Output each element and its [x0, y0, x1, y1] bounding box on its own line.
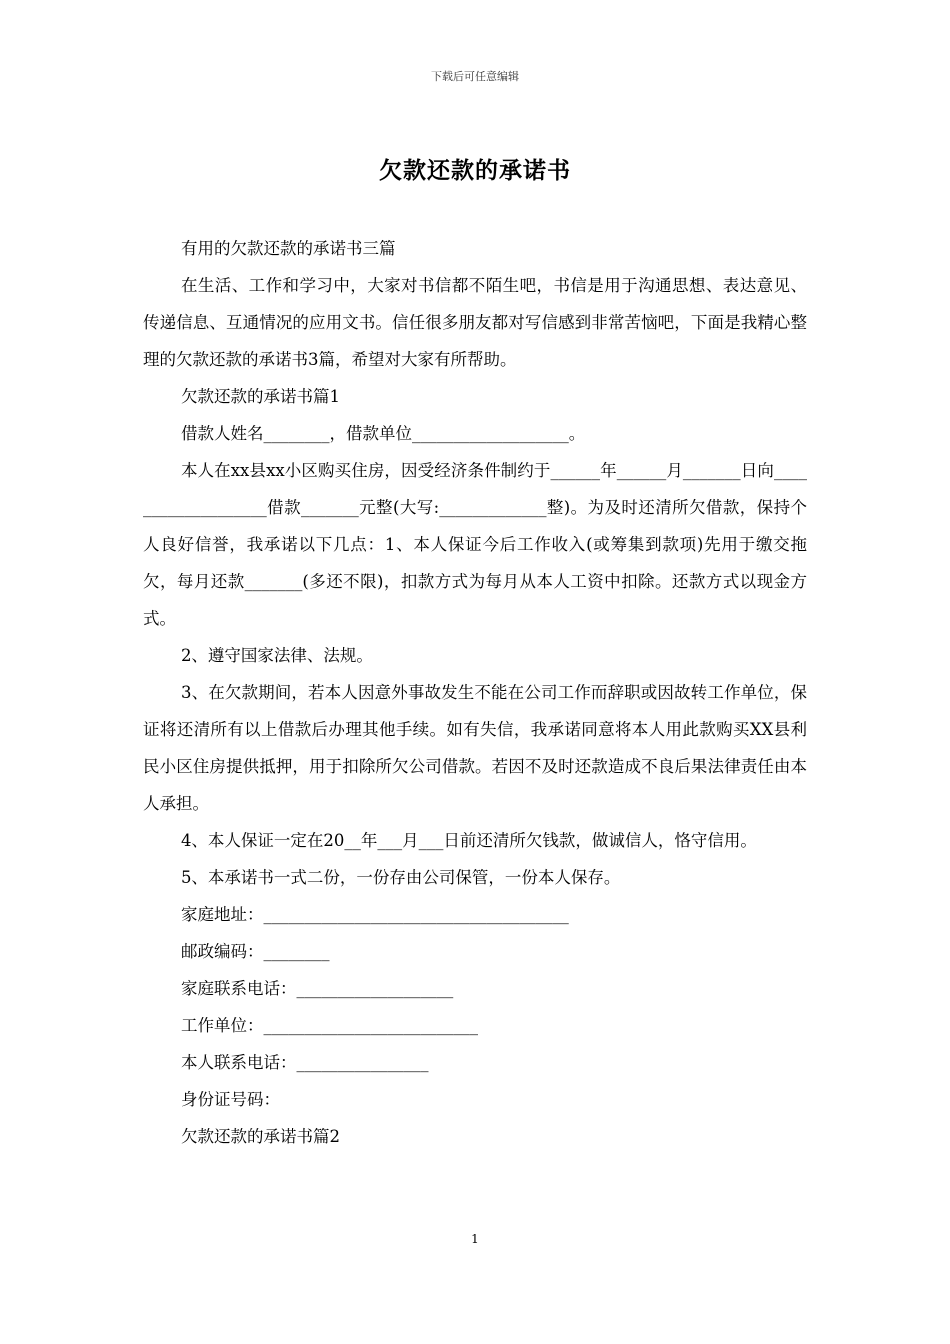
- section-heading-2: 欠款还款的承诺书篇2: [180, 1127, 340, 1146]
- home-phone-field: 家庭联系电话：___________________: [180, 979, 454, 998]
- subtitle-paragraph: 有用的欠款还款的承诺书三篇: [180, 239, 396, 258]
- loan-details-paragraph: 本人在xx县xx小区购买住房，因受经济条件制约于______年______月_______日向___________________借款_______元整(大写:_____________整)。为及时还清所欠借款，保持个人良好信誉，我承诺以下几点：1、本人保证今后工作收入(或筹集到款项)先用于缴交拖欠，每月还款_______(多还不限)，扣款方式为每月从本人工资中扣除。还款方式以现金方式。: [143, 461, 807, 628]
- clause-5: 5、本承诺书一式二份，一份存由公司保管，一份本人保存。: [180, 868, 621, 887]
- section-heading-1: 欠款还款的承诺书篇1: [180, 387, 340, 406]
- intro-paragraph: 在生活、工作和学习中，大家对书信都不陌生吧，书信是用于沟通思想、表达意见、传递信息、互通情况的应用文书。信任很多朋友都对写信感到非常苦恼吧，下面是我精心整理的欠款还款的承诺书3篇，希望对大家有所帮助。: [143, 276, 807, 369]
- personal-phone-field: 本人联系电话：________________: [180, 1053, 429, 1072]
- id-number-field: 身份证号码：: [180, 1090, 280, 1109]
- clause-3: 3、在欠款期间，若本人因意外事故发生不能在公司工作而辞职或因故转工作单位，保证将还清所有以上借款后办理其他手续。如有失信，我承诺同意将本人用此款购买XX县利民小区住房提供抵押，用于扣除所欠公司借款。若因不及时还款造成不良后果法律责任由本人承担。: [143, 683, 807, 813]
- header-note: 下载后可任意编辑: [431, 70, 519, 83]
- home-address-field: 家庭地址：_____________________________________: [180, 905, 569, 924]
- clause-4: 4、本人保证一定在20__年___月___日前还清所欠钱款，做诚信人，恪守信用。: [180, 831, 757, 850]
- document-body: [143, 230, 807, 1155]
- document-title: 欠款还款的承诺书: [379, 157, 571, 184]
- work-unit-field: 工作单位：__________________________: [180, 1016, 478, 1035]
- page-number: 1: [471, 1232, 479, 1246]
- clause-2: 2、遵守国家法律、法规。: [180, 646, 373, 665]
- borrower-line: 借款人姓名________，借款单位___________________。: [180, 424, 586, 443]
- postal-code-field: 邮政编码：________: [180, 942, 330, 961]
